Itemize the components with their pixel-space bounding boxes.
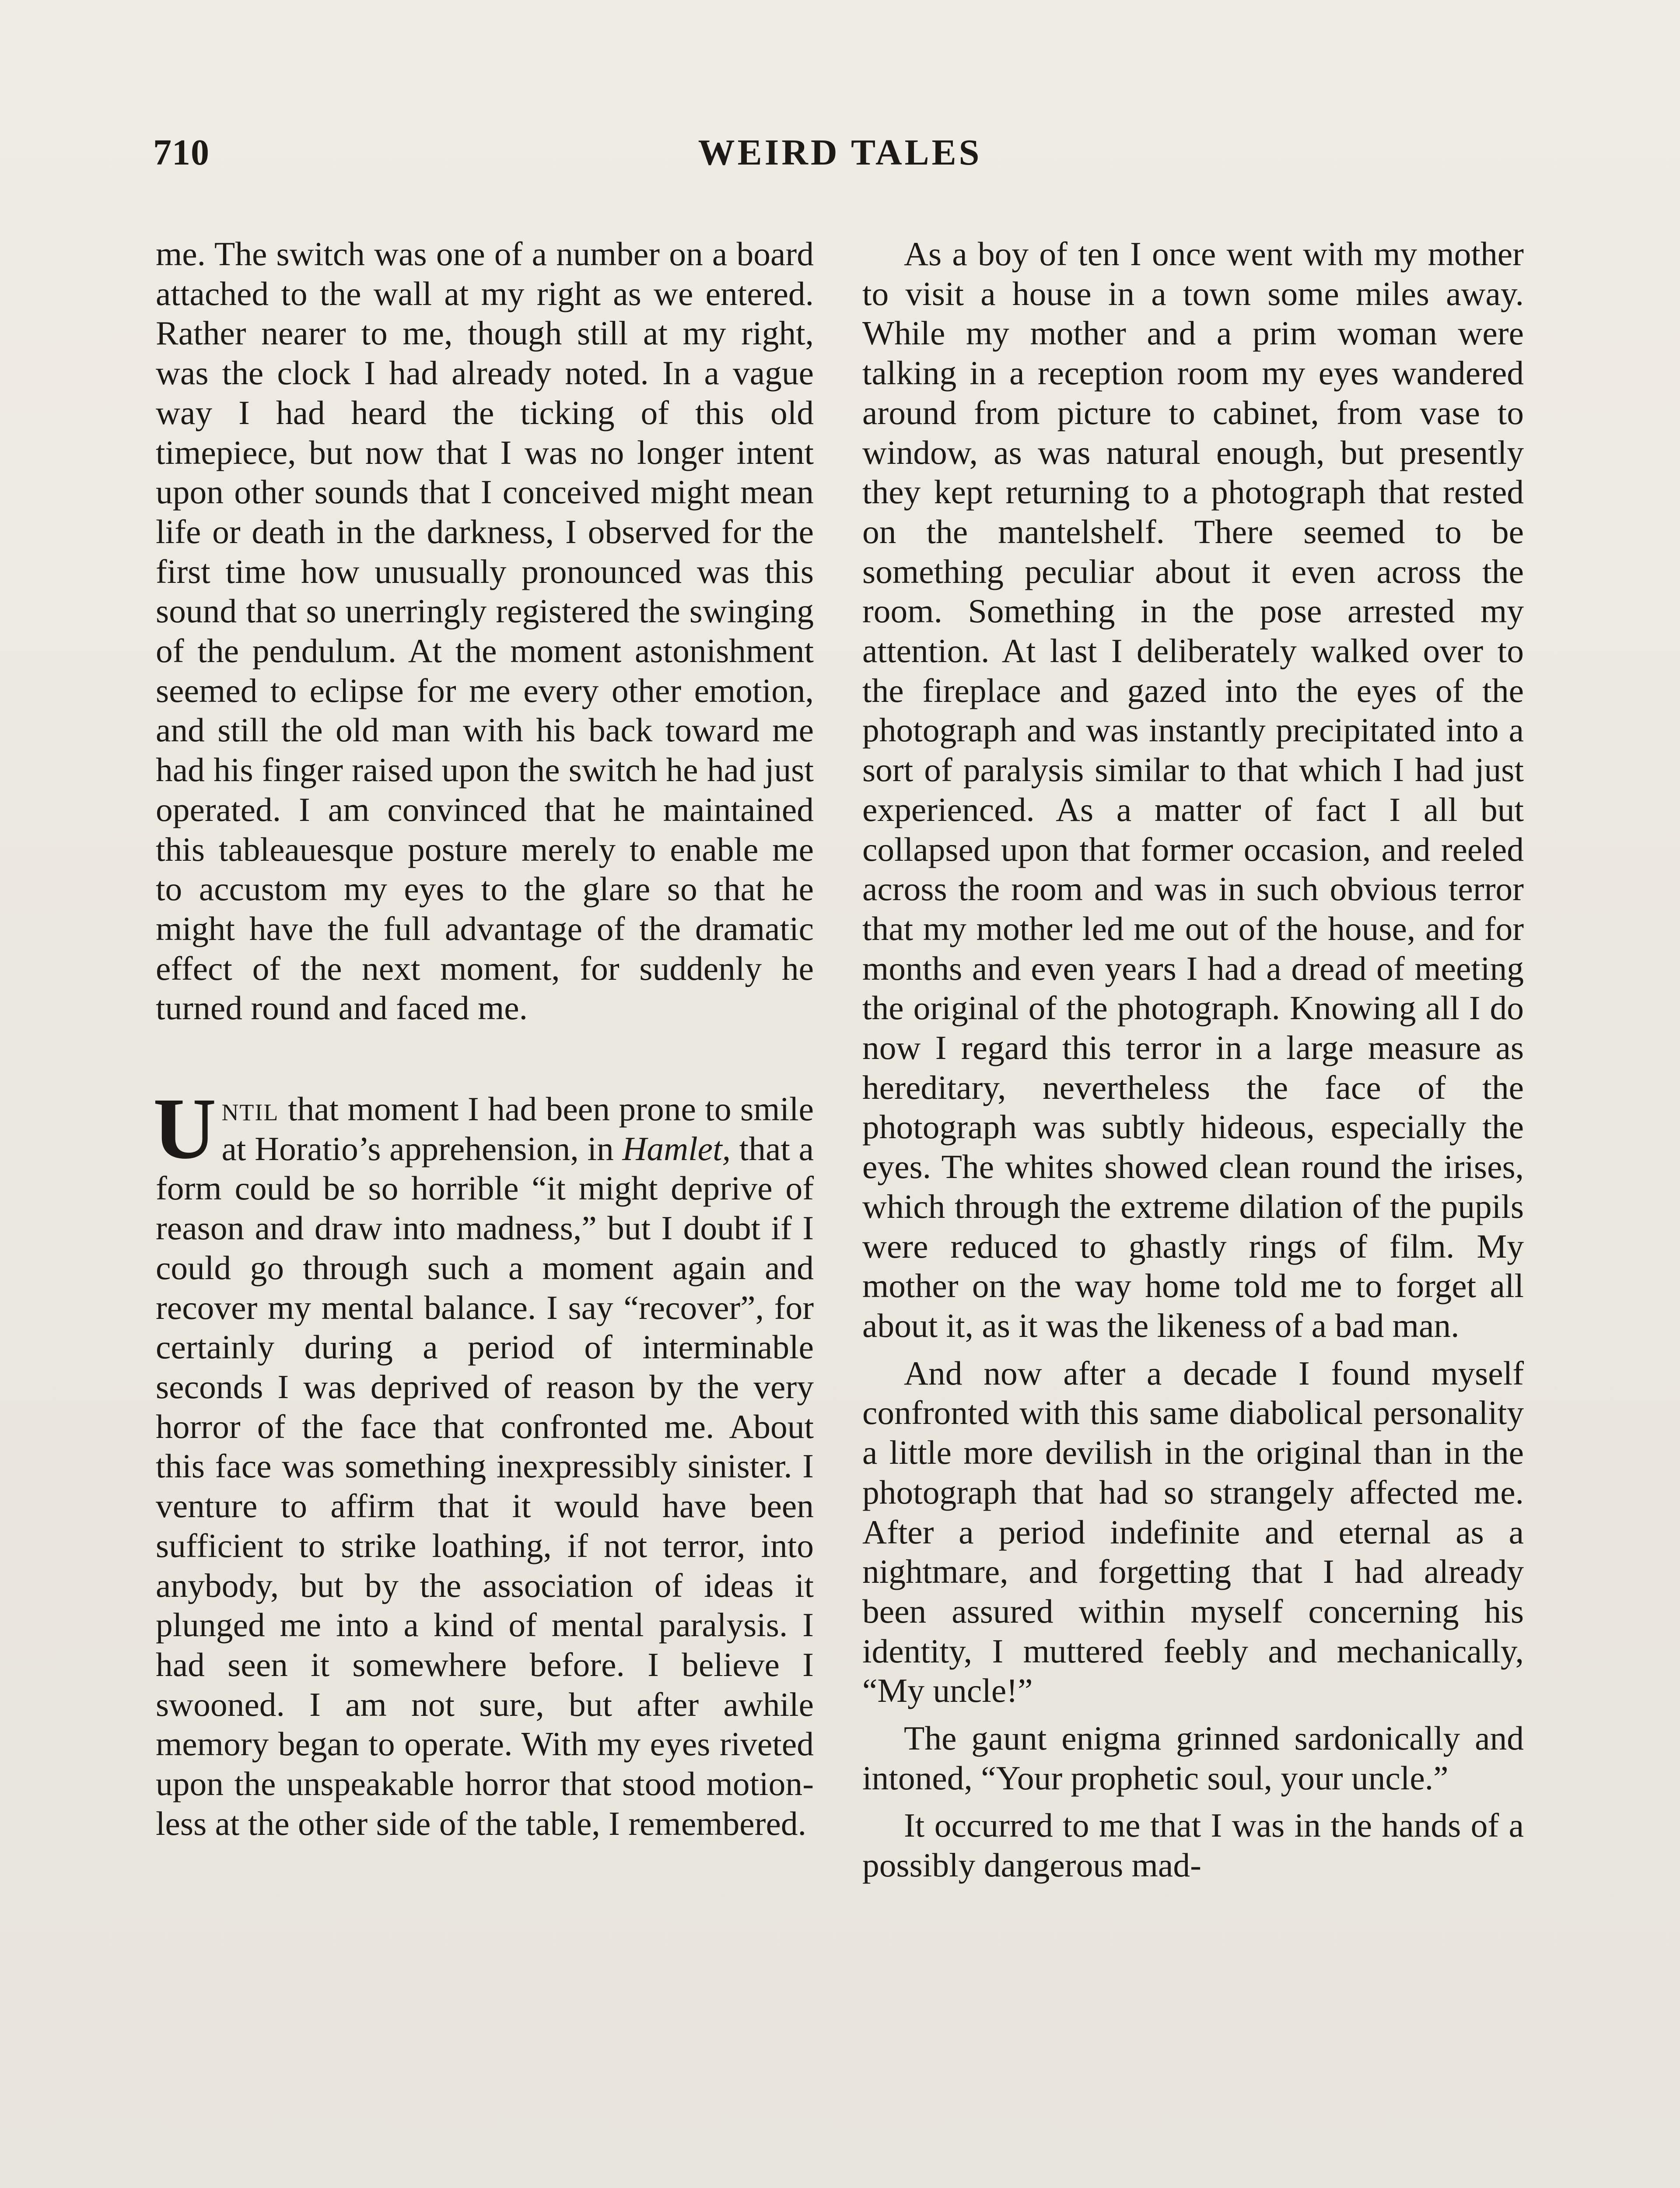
page-header [153, 131, 1527, 179]
right-column [862, 234, 1524, 1885]
right-paragraph-3: The gaunt enigma grinned sardonically and intoned, “Your prophetic soul, your uncle.” [862, 1719, 1524, 1797]
running-head: WEIRD TALES [698, 132, 982, 173]
left-paragraph-2 [153, 1080, 814, 1843]
page-number: 710 [153, 132, 210, 173]
work-title: Hamlet, [622, 1129, 731, 1168]
paragraph-text: that moment I had been prone to smile at Horatio’s apprehension, in [221, 1090, 814, 1168]
right-paragraph-2: And now after a decade I found myself confronted with this same diabolical personality a little more devilish in the original than in the photograph that had so strangely affected me. After a period indefinite and eternal as a nightmare, and forgetting that I had already been assured within myself concerning his identity, I muttered feebly and mechanically, “My uncle!” [862, 1354, 1524, 1710]
right-paragraph-4: It occurred to me that I was in the hands of a possibly dangerous mad- [862, 1806, 1524, 1884]
paragraph-text: that a form could be so horrible “it might deprive of reason and draw into madness,” but I doubt if I could go through such a moment again and recover my mental balance. I say “recover”, for certainly during a period of interminable seconds I was deprived of reason by the very horror of the face that confronted me. About this face was something inexpressibly sinister. I venture to affirm that it would have been sufficient to strike loathing, if not terror, into anybody, but by the association of ideas it plunged me into a kind of mental paralysis. I had seen it somewhere before. I believe I swooned. I am not sure, but after awhile memory began to operate. With my eyes riveted upon the unspeakable horror that stood motionless at the other side of the table, I remembered. [156, 1129, 814, 1842]
small-caps-lead: ntil [221, 1090, 279, 1128]
right-paragraph-1: As a boy of ten I once went with my mother to visit a house in a town some miles away. While my mother and a prim woman were talking in a reception room my eyes wandered around from picture to cabinet, from vase to window, as was natural enough, but presently they kept returning to a photograph that rested on the mantelshelf. There seemed to be something peculiar about it even across the room. Something in the pose arrested my attention. At last I deliberately walked over to the fireplace and gazed into the eyes of the photograph and was instantly precipitated into a sort of paralysis similar to that which I had just experienced. As a matter of fact I all but collapsed upon that former occasion, and reeled across the room and was in such obvious terror that my mother led me out of the house, and for months and even years I had a dread of meeting the original of the photograph. Knowing all I do now I regard this terror in a large measure as hereditary, nevertheless the face of the photograph was subtly hideous, especially the eyes. The whites showed clean round the irises, which through the extreme dilation of the pupils were reduced to ghastly rings of film. My mother on the way home told me to forget all about it, as it was the likeness of a bad man. [862, 235, 1524, 1344]
drop-cap: U [153, 1080, 217, 1178]
left-paragraph-1: me. The switch was one of a number on a board attached to the wall at my right as we entered. Rather nearer to me, though still at my right, was the clock I had already noted. In a vague way I had heard the ticking of this old timepiece, but now that I was no longer intent upon other sounds that I conceived might mean life or death in the darkness, I observed for the first time how unusually pronounced was this sound that so unerringly registered the swinging of the pendulum. At the moment astonishment seemed to eclipse for me every other emotion, and still the old man with his back toward me had his finger raised upon the switch he had just operated. I am convinced that he maintained this tableauesque posture merely to enable me to accustom my eyes to the glare so that he might have the full advantage of the dramatic effect of the next moment, for suddenly he turned round and faced me. [156, 235, 814, 1027]
left-column [153, 234, 814, 1843]
